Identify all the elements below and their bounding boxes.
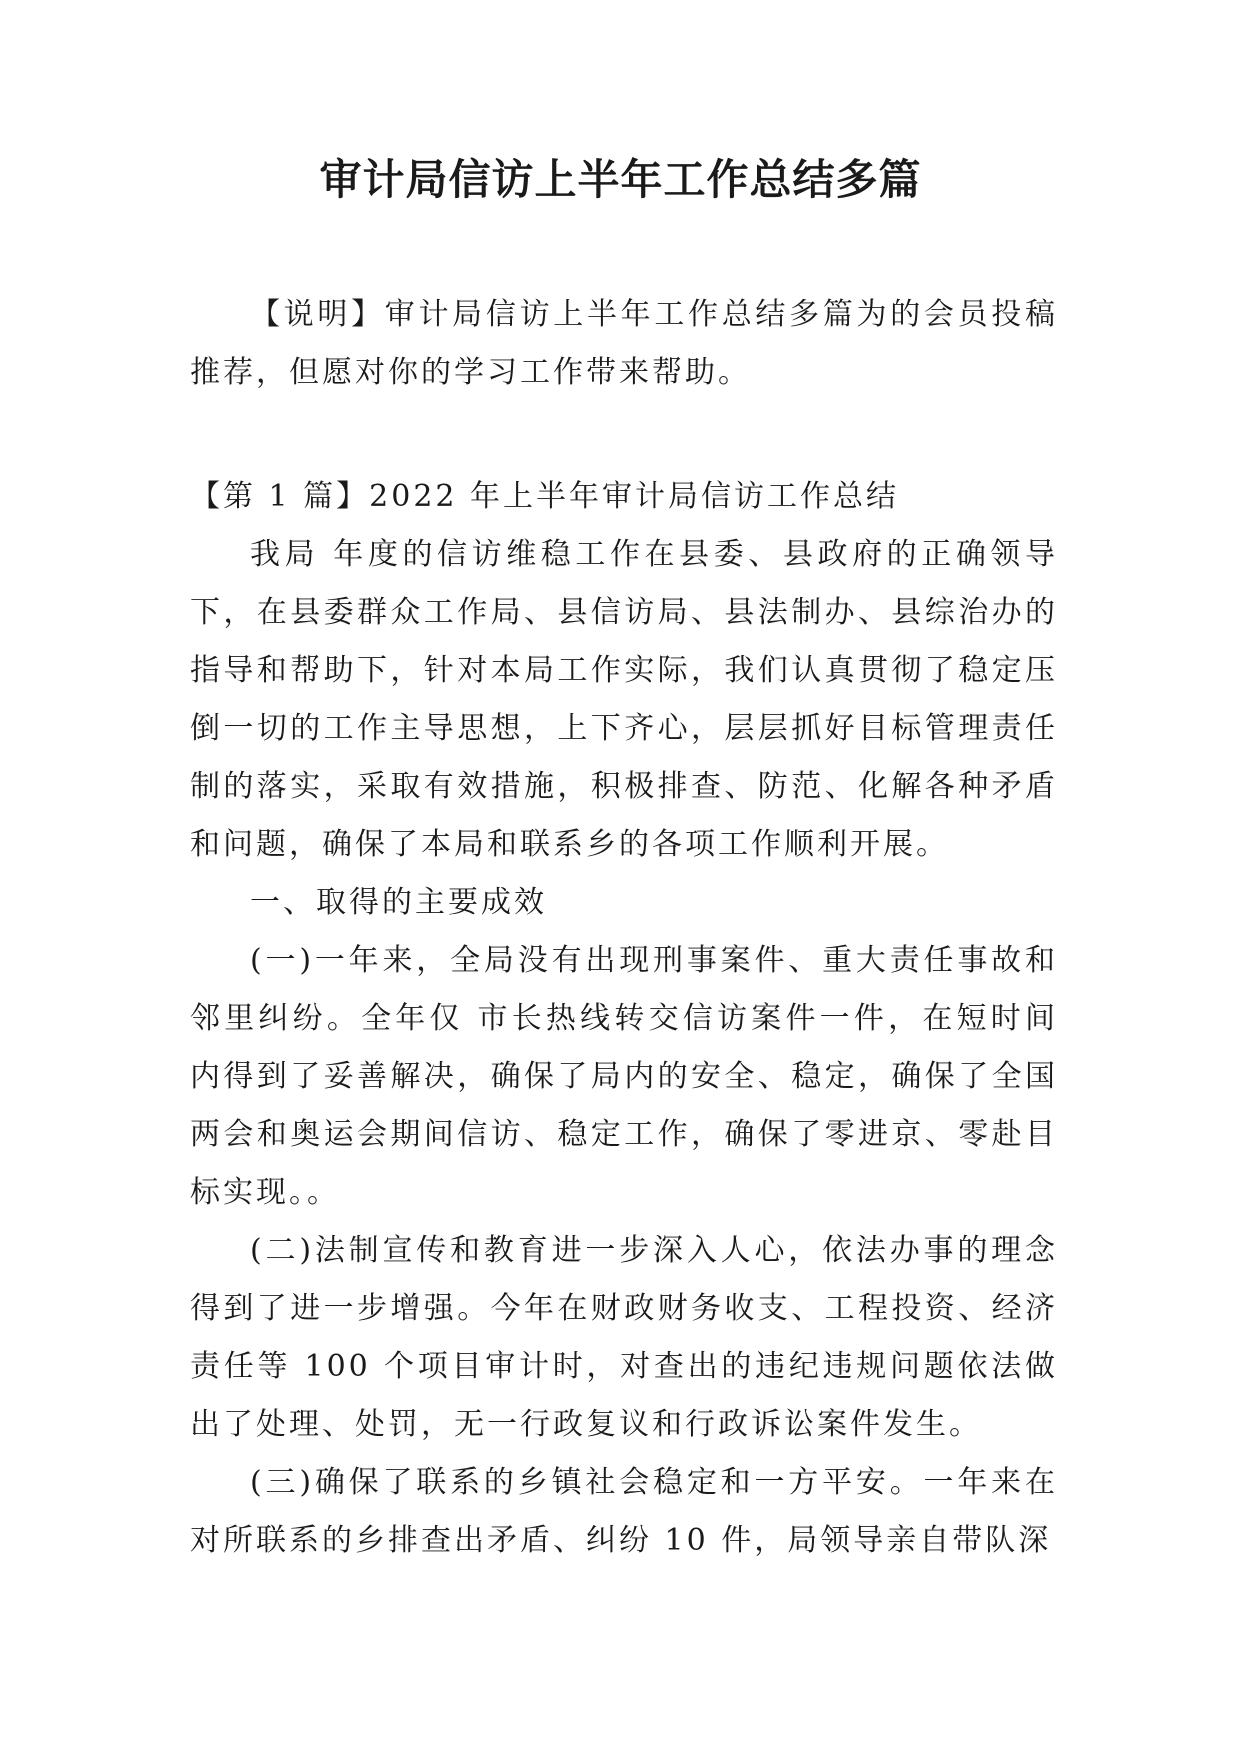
body-paragraph: (一)一年来，全局没有出现刑事案件、重大责任事故和邻里纠纷。全年仅 市长热线转交信访案件一件，在短时间内得到了妥善解决，确保了局内的安全、稳定，确保了全国两会和奥运会期间信访、稳定工作，确保了零进京、零赴目标实现。。 [190,943,1058,1210]
subsection-heading: 一、取得的主要成效 [250,885,547,920]
section-heading: 【第 1 篇】2022 年上半年审计局信访工作总结 [190,479,900,514]
body-paragraph: (三)确保了联系的乡镇社会稳定和一方平安。一年来在对所联系的乡排查出矛盾、纠纷 10 件，局领导亲自带队深 [190,1465,1058,1558]
document-title: 审计局信访上半年工作总结多篇 [319,155,922,204]
document-body [190,286,1058,1570]
intro-paragraph: 【说明】审计局信访上半年工作总结多篇为的会员投稿推荐，但愿对你的学习工作带来帮助。 [190,297,1058,390]
body-paragraph: 我局 年度的信访维稳工作在县委、县政府的正确领导下，在县委群众工作局、县信访局、县法制办、县综治办的指导和帮助下，针对本局工作实际，我们认真贯彻了稳定压倒一切的工作主导思想，上下齐心，层层抓好目标管理责任制的落实，采取有效措施，积极排查、防范、化解各种矛盾和问题，确保了本局和联系乡的各项工作顺利开展。 [190,537,1058,862]
body-paragraph: (二)法制宣传和教育进一步深入人心，依法办事的理念得到了进一步增强。今年在财政财务收支、工程投资、经济责任等 100 个项目审计时，对查出的违纪违规问题依法做出了处理、处罚，无一行政复议和行政诉讼案件发生。 [190,1233,1058,1442]
